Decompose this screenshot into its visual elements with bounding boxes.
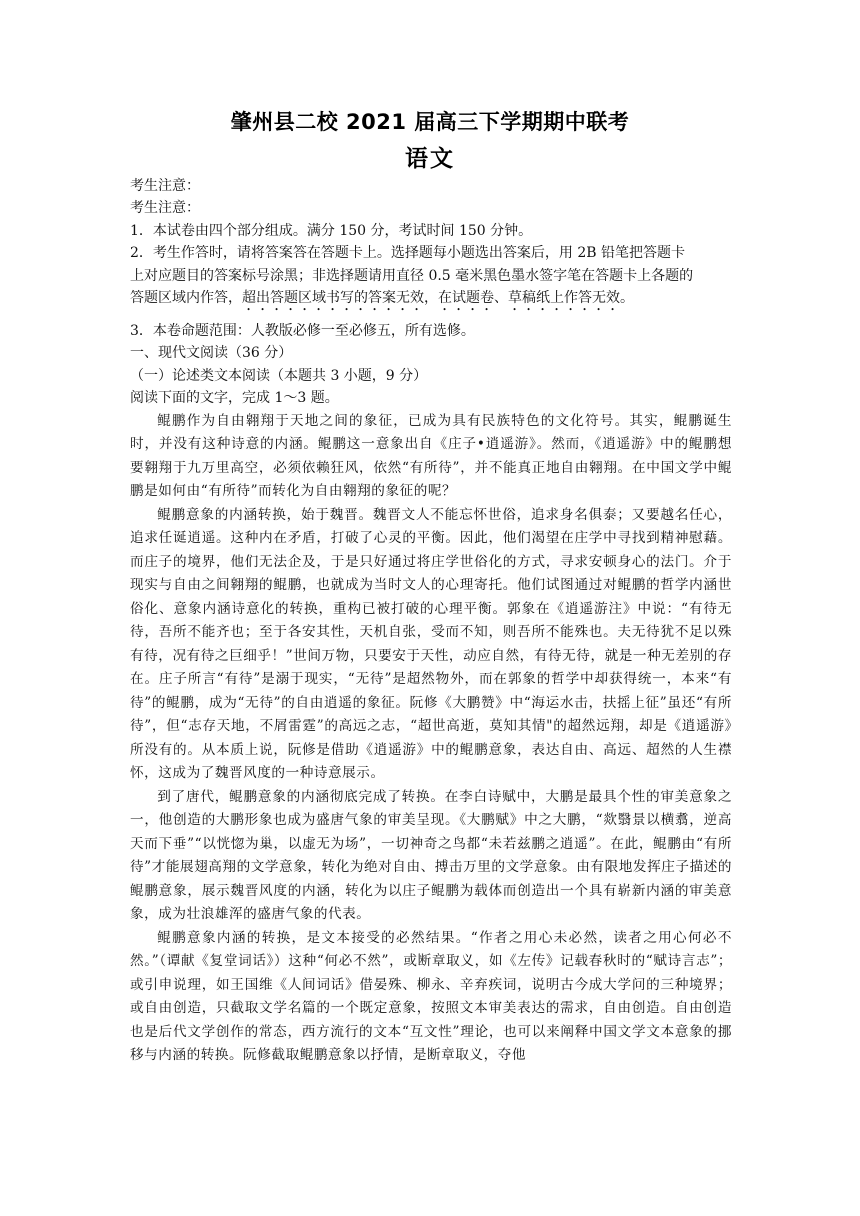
notice-item-1: 1．本试卷由四个部分组成。满分 150 分，考试时间 150 分钟。 [130,222,533,239]
notice-item-2-plain: 答题区域内作答， [130,290,242,307]
article-paragraph-3: 到了唐代，鲲鹏意象的内涵彻底完成了转换。在李白诗赋中，大鹏是最具个性的审美意象之一，他创造的大鹏形象也成为盛唐气象的审美呈现。《大鹏赋》中之大鹏，“欻翳景以横翥，逆高天而下垂”“以恍惚为巢，以虚无为场”，一切神奇之鸟都“未若兹鹏之逍遥”。在此，鲲鹏由“有所待”才能展翅高翔的文学意象，转化为绝对自由、搏击万里的文学意象。由有限地发挥庄子描述的鲲鹏意象，展示魏晋风度的内涵，转化为以庄子鲲鹏为载体而创造出一个具有崭新内涵的审美意象，成为壮浪雄浑的盛唐气象的代表。 [130,788,732,923]
article-paragraph-1: 鲲鹏作为自由翱翔于天地之间的象征，已成为具有民族特色的文化符号。其实，鲲鹏诞生时，并没有这种诗意的内涵。鲲鹏这一意象出自《庄子•逍遥游》。然而，《逍遥游》中的鲲鹏想要翱翔于九万里高空，必须依赖狂风，依然“有所待”，并不能真正地自由翱翔。在中国文学中鲲鹏是如何由“有所待”而转化为自由翱翔的象征的呢？ [130,412,732,500]
notice-heading: 考生注意： [130,178,200,194]
exam-content [130,175,732,1068]
notice-item-2-line-3 [130,287,732,314]
article-paragraph-2: 鲲鹏意象的内涵转换，始于魏晋。魏晋文人不能忘怀世俗，追求身名俱泰；又要越名任心，追求任诞逍遥。这种内在矛盾，打破了心灵的平衡。因此，他们渴望在庄学中寻找到精神慰藉。而庄子的境界，他们无法企及，于是只好通过将庄学世俗化的方式，寻求安顿身心的法门。介于现实与自由之间翱翔的鲲鹏，也就成为当时文人的心理寄托。他们试图通过对鲲鹏的哲学内涵世俗化、意象内涵诗意化的转换，重构已被打破的心理平衡。郭象在《逍遥游注》中说：“有待无待，吾所不能齐也；至于各安其性，天机自张，受而不知，则吾所不能殊也。夫无待犹不足以殊有待，况有待之巨细乎！”世间万物，只要安于天性，动应自然，有待无待，就是一种无差别的存在。庄子所言“有待”是溺于现实，“无待”是超然物外，而在郭象的哲学中却获得统一，本来“有待”的鲲鹏，成为“无待”的自由逍遥的象征。阮修《大鹏赞》中“海运水击，扶摇上征”虽还“有所待”，但“志存天地，不屑雷霆”的高远之志，“超世高逝，莫知其情"的超然远翔，却是《逍遥游》所没有的。从本质上说，阮修是借助《逍遥游》中的鲲鹏意象，表达自由、高远、超然的人生襟怀，这成为了魏晋风度的一种诗意展示。 [130,506,732,782]
reading-instruction: 阅读下面的文字，完成 1～3 题。 [130,390,339,407]
notice-item-2-line-2: 上对应题目的答案标号涂黑；非选择题请用直径 0.5 毫米黑色墨水签字笔在答题卡上各题的 [130,267,694,284]
notice-item-2-line-1: 2．考生作答时，请将答案答在答题卡上。选择题每小题选出答案后，用 2B 铅笔把答题卡 [130,245,686,262]
notice-item-2-emphasis: 超出答题区域书写的答案无效，在试题卷、草稿纸上作答无效。 [242,290,634,307]
article-paragraph-4: 鲲鹏意象内涵的转换，是文本接受的必然结果。“作者之用心未必然，读者之用心何必不然。”（谭献《复堂词话》）这种“何必不然”，或断章取义，如《左传》记载春秋时的“赋诗言志”；或引申说理，如王国维《人间词话》借晏殊、柳永、辛弃疾词，说明古今成大学问的三种境界；或自由创造，只截取文学名篇的一个既定意象，按照文本审美表达的需求，自由创造。自由创造也是后代文学创作的常态，西方流行的文本“互文性”理论，也可以来阐释中国文学文本意象的挪移与内涵的转换。阮修截取鲲鹏意象以抒情，是断章取义，夺他 [130,929,732,1064]
notice-heading-repeat: 考生注意： [130,200,200,217]
part-heading: 一、现代文阅读（36 分） [130,345,293,362]
notice-item-3: 3．本卷命题范围：人教版必修一至必修五，所有选修。 [130,323,475,340]
subject-title: 语文 [405,146,455,172]
exam-title: 肇州县二校 2021 届高三下学期期中联考 [230,110,630,134]
sub-heading: （一）论述类文本阅读（本题共 3 小题，9 分） [130,367,428,384]
